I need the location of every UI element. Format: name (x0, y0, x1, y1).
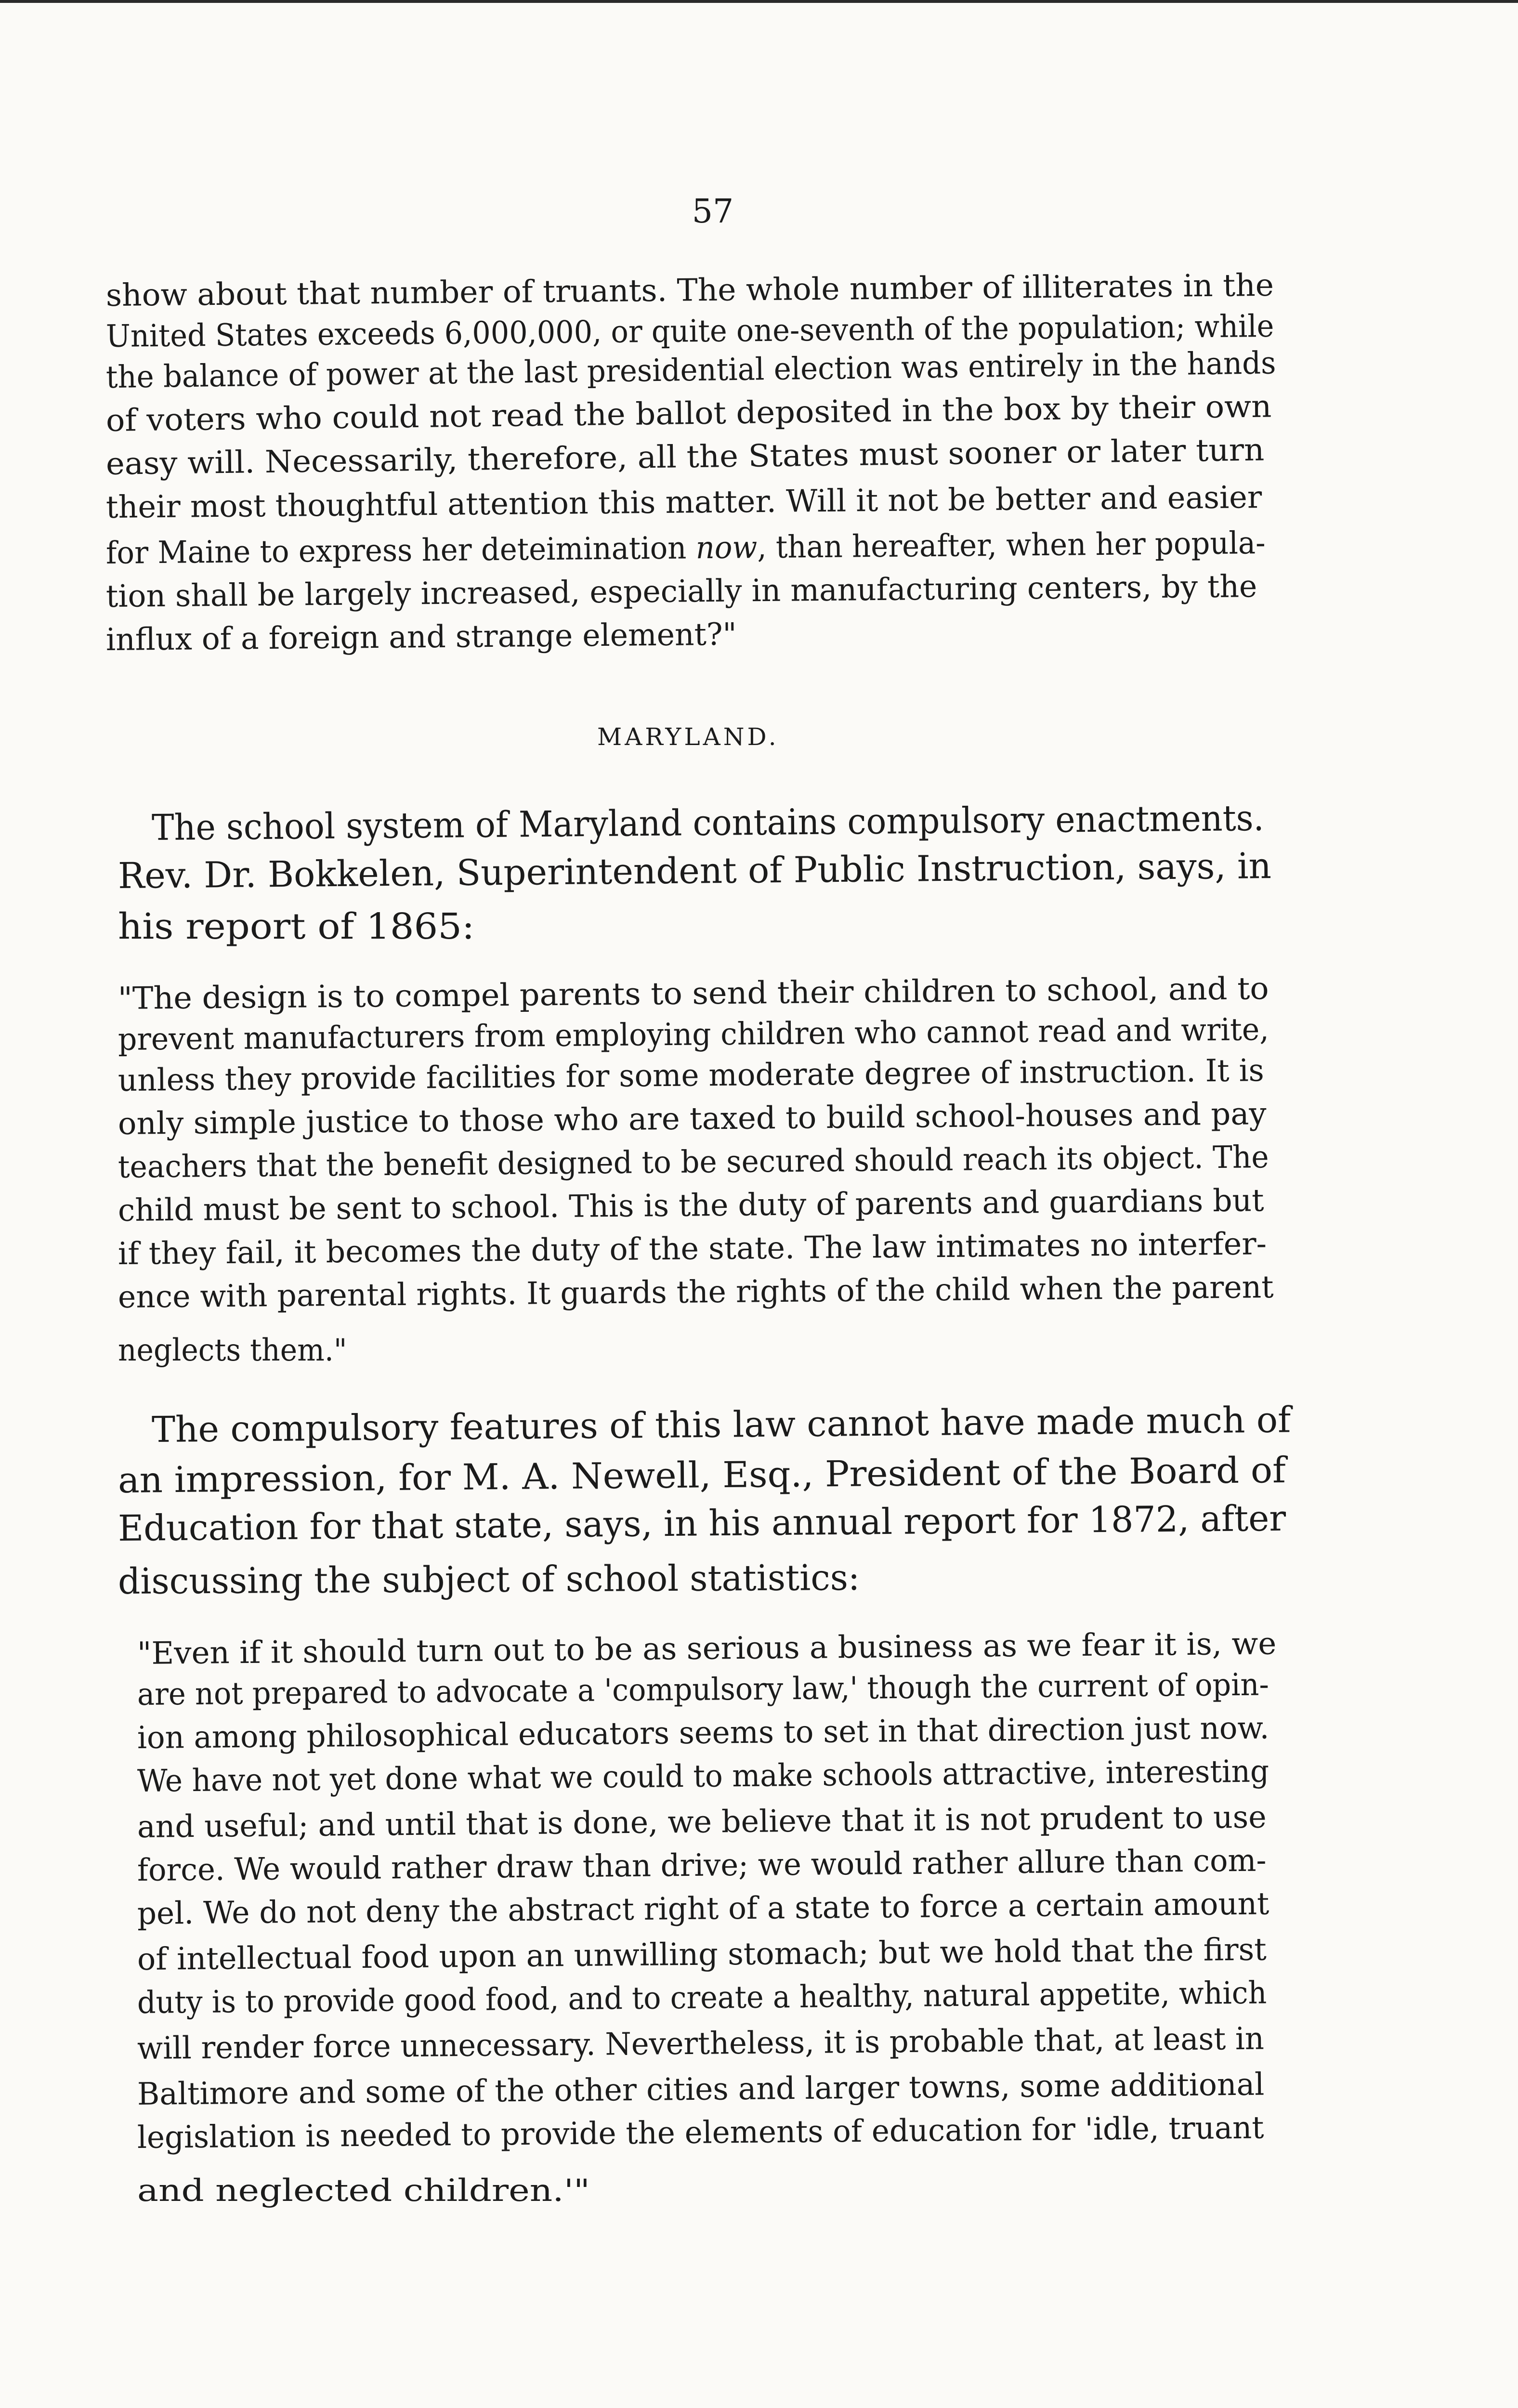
text-line: Rev. Dr. Bokkelen, Superintendent of Public Instruction, says, in (118, 845, 1272, 897)
text-line: will render force unnecessary. Nevertheless, it is probable that, at least in (137, 2021, 1265, 2067)
text-line: "The design is to compel parents to send their children to school, and to (118, 971, 1269, 1017)
text-line: and useful; and until that is done, we believe that it is not prudent to use (137, 1799, 1267, 1845)
text-line: The compulsory features of this law cannot have made much of (151, 1399, 1291, 1451)
text-line: Baltimore and some of the other cities and larger towns, some additional (137, 2067, 1265, 2112)
text-line: teachers that the benefit designed to be secured should reach its object. The (118, 1139, 1269, 1185)
text-line: United States exceeds 6,000,000, or quite one-seventh of the population; while (105, 308, 1274, 354)
top-border-rule (0, 0, 1518, 3)
text-line: pel. We do not deny the abstract right of a state to force a certain amount (137, 1886, 1269, 1932)
text-line: Education for that state, says, in his annual report for 1872, after (118, 1497, 1286, 1549)
text-line: for Maine to express her deteimination now, than hereafter, when her popula- (105, 525, 1266, 571)
text-line: of intellectual food upon an unwilling stomach; but we hold that the first (137, 1932, 1267, 1977)
section-heading: MARYLAND. (597, 723, 779, 751)
text-line: ion among philosophical educators seems to set in that direction just now. (137, 1710, 1269, 1756)
text-line: legislation is needed to provide the elements of education for 'idle, truant (137, 2110, 1264, 2156)
text-line: force. We would rather draw than drive; we would rather allure than com- (137, 1843, 1267, 1888)
text-line: their most thoughtful attention this matter. Will it not be better and easier (105, 480, 1262, 525)
text-line: and neglected children.'" (137, 2173, 590, 2209)
text-line: if they fail, it becomes the duty of the state. The law intimates no interfer- (118, 1226, 1267, 1272)
text-line: child must be sent to school. This is the duty of parents and guardians but (118, 1183, 1264, 1229)
text-line: We have not yet done what we could to make schools attractive, interesting (137, 1754, 1269, 1799)
text-line: easy will. Necessarily, therefore, all the States must sooner or later turn (105, 432, 1265, 482)
text-line: tion shall be largely increased, especially in manufacturing centers, by the (105, 569, 1257, 615)
text-line: discussing the subject of school statistics: (118, 1557, 860, 1602)
text-line: of voters who could not read the ballot deposited in the box by their own (105, 389, 1272, 439)
page-number: 57 (692, 193, 734, 231)
text-line: The school system of Maryland contains compulsory enactments. (151, 797, 1265, 849)
text-line: the balance of power at the last presidential election was entirely in the hands (105, 345, 1276, 395)
text-line: unless they provide facilities for some moderate degree of instruction. It is (118, 1053, 1265, 1099)
text-line: his report of 1865: (118, 906, 475, 947)
text-line: only simple justice to those who are taxed to build school-houses and pay (118, 1096, 1267, 1142)
text-line: prevent manufacturers from employing children who cannot read and write, (118, 1012, 1269, 1058)
text-line: an impression, for M. A. Newell, Esq., President of the Board of (118, 1449, 1286, 1501)
text-line: duty is to provide good food, and to create a healthy, natural appetite, which (137, 1975, 1267, 2021)
text-line: are not prepared to advocate a 'compulsory law,' though the current of opin- (137, 1667, 1269, 1713)
text-line: influx of a foreign and strange element?" (105, 616, 737, 658)
text-line: show about that number of truants. The whole number of illiterates in the (105, 267, 1274, 314)
text-line: neglects them." (118, 1333, 347, 1368)
text-line: "Even if it should turn out to be as serious a business as we fear it is, we (137, 1626, 1277, 1672)
text-line: ence with parental rights. It guards the rights of the child when the parent (118, 1269, 1274, 1315)
